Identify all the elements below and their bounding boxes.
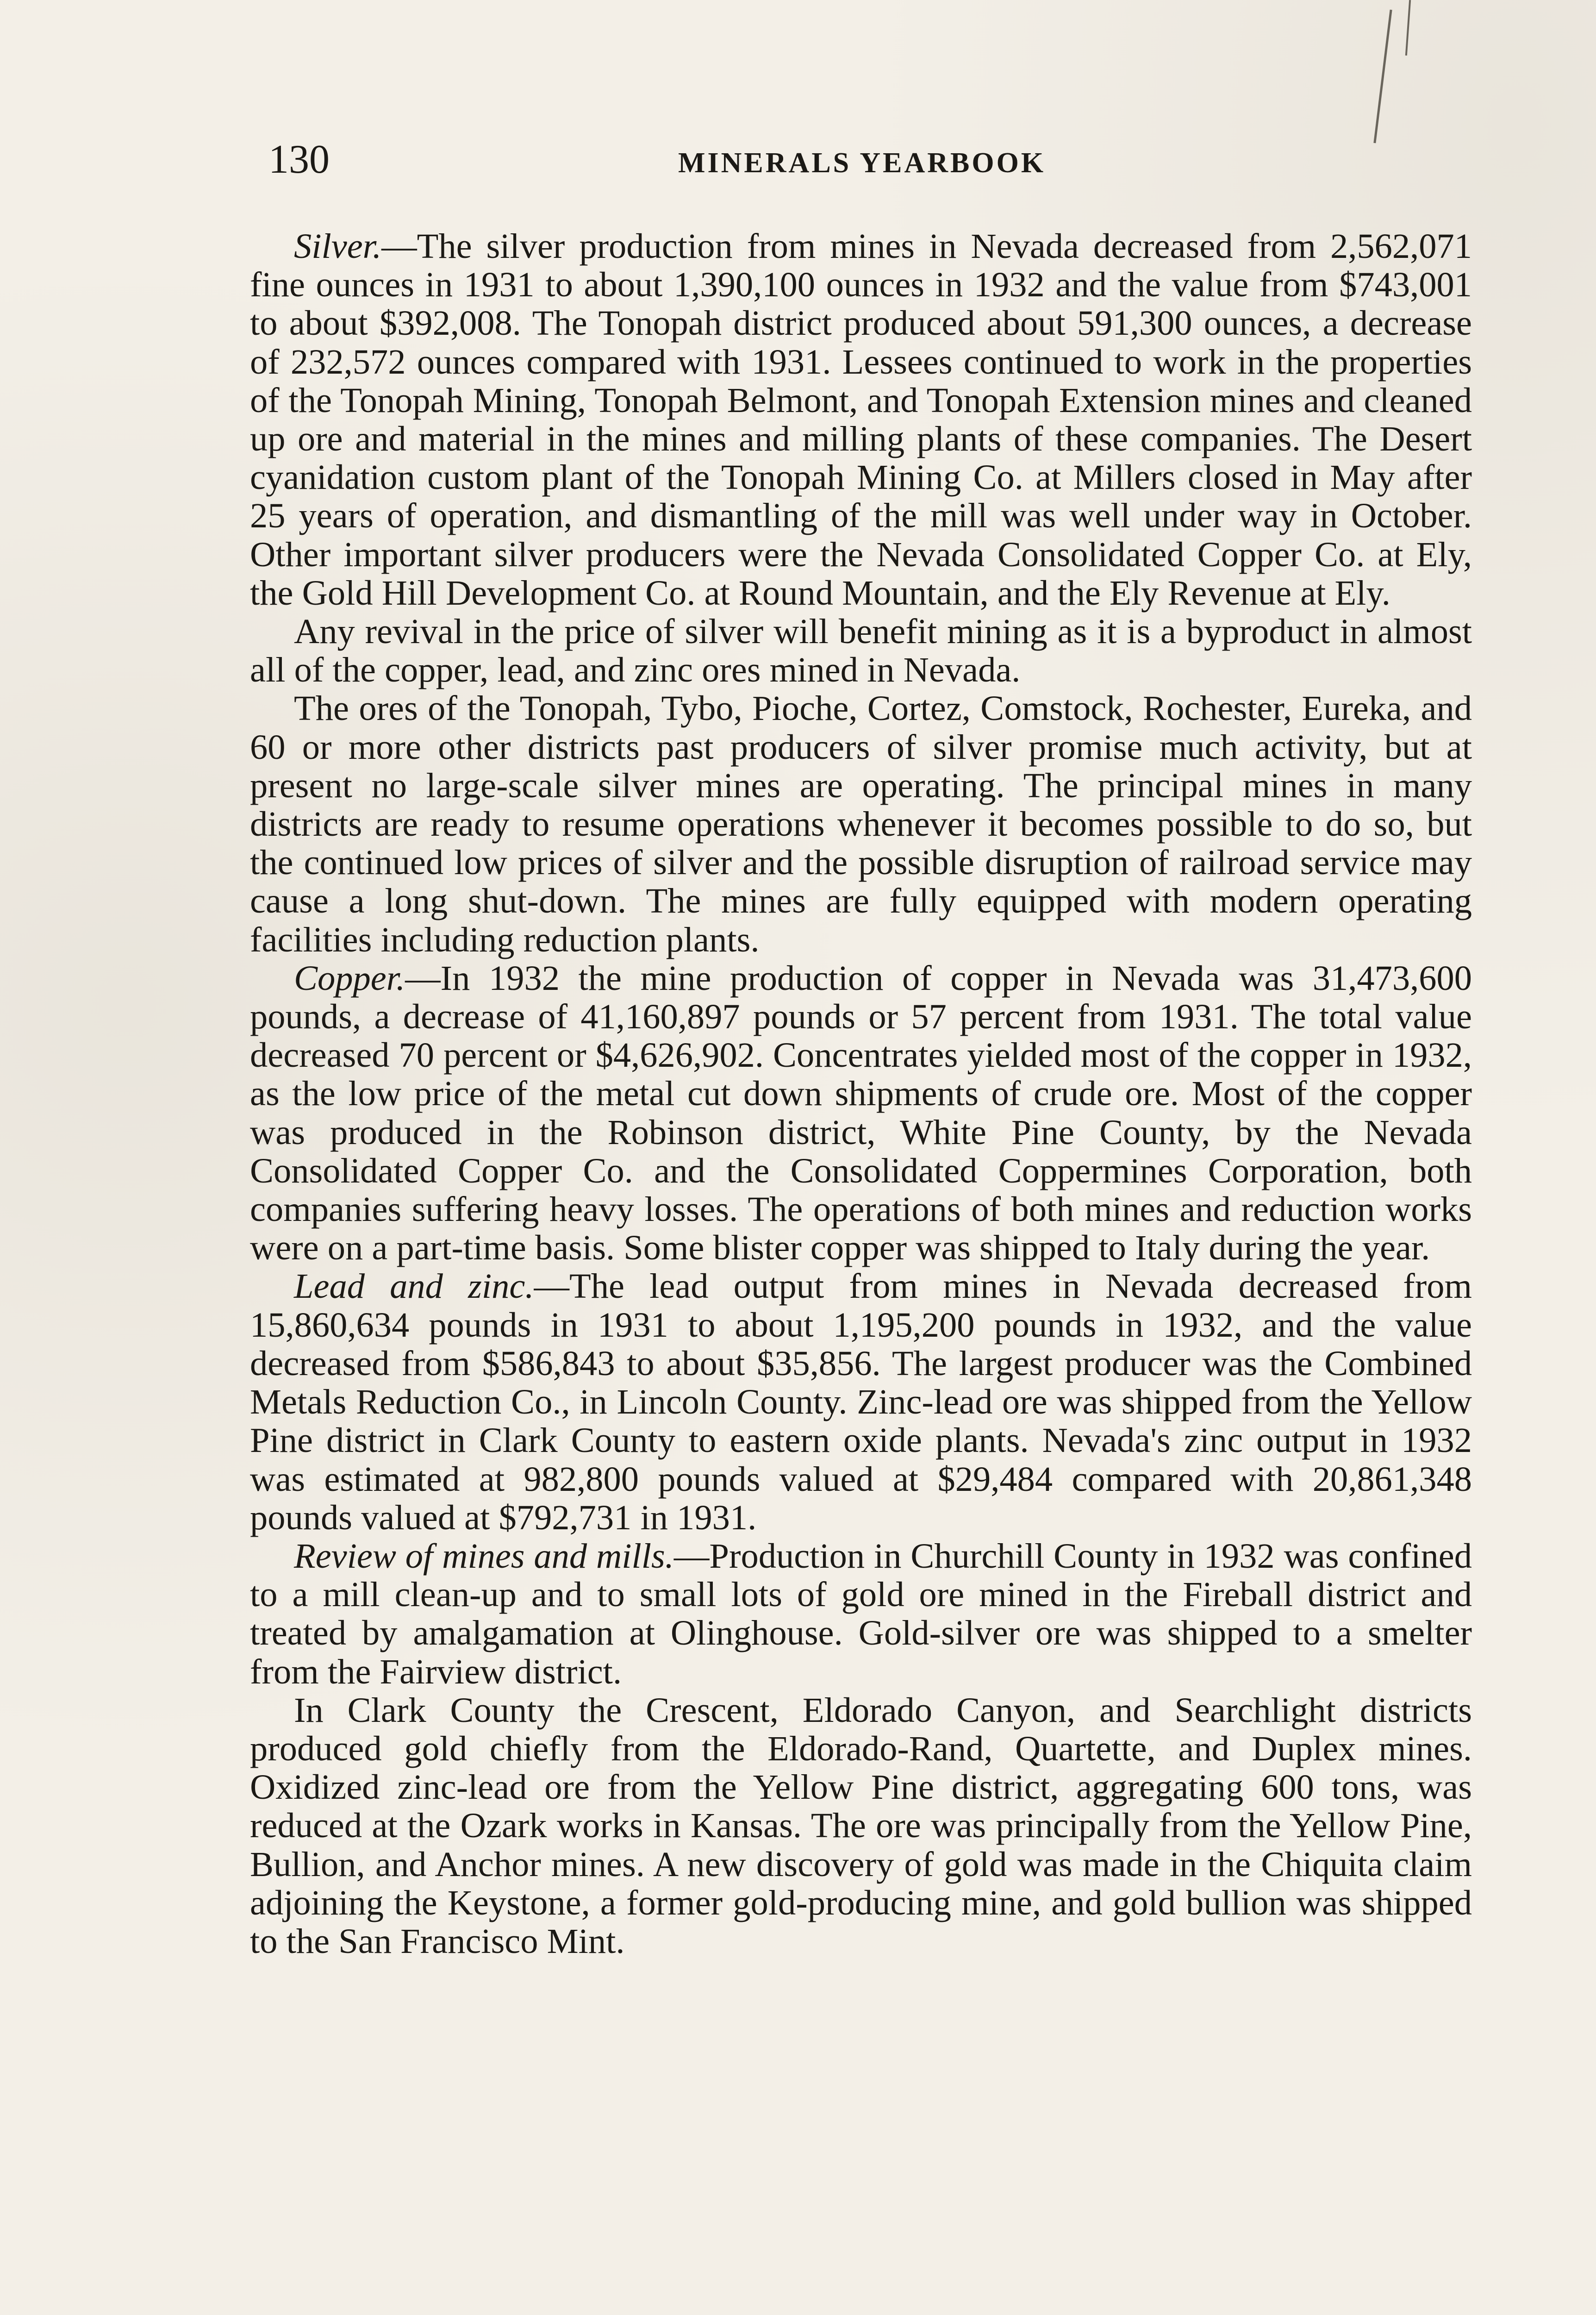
paragraph-text: In Clark County the Crescent, Eldorado Canyon, and Searchlight districts produced gold chiefly from the Eldorado-Rand, Quartette, and Duplex mines. Oxidized zinc-lead ore from the Yellow Pine district, aggregating 600 tons, was reduced at the Ozark works in Kansas. The ore was principally from the Yellow Pine, Bullion, and Anchor mines. A new discovery of gold was made in the Chiquita claim adjoining the Keystone, a former gold-producing mine, and gold bullion was shipped to the San Francisco Mint. [250,1690,1472,1961]
running-title: MINERALS YEARBOOK [678,147,1046,179]
paragraph-copper [250,959,1472,1267]
paragraph-text: The ores of the Tonopah, Tybo, Pioche, Cortez, Comstock, Rochester, Eureka, and 60 or more other districts past producers of silver promise much activity, but at present no large-scale silver mines are operating. The principal mines in many districts are ready to resume operations whenever it becomes possible to do so, but the continued low prices of silver and the possible disruption of railroad service may cause a long shut-down. The mines are fully equipped with modern operating facilities including reduction plants. [250,688,1472,959]
paragraph-silver-revival [250,612,1472,689]
paragraph-heading: Lead and zinc. [294,1266,534,1306]
paragraph-text: —The lead output from mines in Nevada decreased from 15,860,634 pounds in 1931 to about 1,195,200 pounds in 1932, and the value decreased from $586,843 to about $35,856. The largest producer was the Combined Metals Reduction Co., in Lincoln County. Zinc-lead ore was shipped from the Yellow Pine district in Clark County to eastern oxide plants. Nevada's zinc output in 1932 was estimated at 982,800 pounds valued at $29,484 compared with 20,861,348 pounds valued at $792,731 in 1931. [250,1266,1472,1537]
paragraph-text: Any revival in the price of silver will benefit mining as it is a byproduct in almost all of the copper, lead, and zinc ores mined in Nevada. [250,612,1472,690]
paragraph-text: —In 1932 the mine production of copper in Nevada was 31,473,600 pounds, a decrease of 41,160,897 pounds or 57 percent from 1931. The total value decreased 70 percent or $4,626,902. Concentrates yielded most of the copper in 1932, as the low price of the metal cut down shipments of crude ore. Most of the copper was produced in the Robinson district, White Pine County, by the Nevada Consolidated Copper Co. and the Consolidated Coppermines Corporation, both companies suffering heavy losses. The operations of both mines and reduction works were on a part-time basis. Some blister copper was shipped to Italy during the year. [250,958,1472,1268]
paragraph-text: —Production in Churchill County in 1932 was confined to a mill clean-up and to small lots of gold ore mined in the Fireball district and treated by amalgamation at Olinghouse. Gold-silver ore was shipped to a smelter from the Fairview district. [250,1536,1472,1691]
page-number: 130 [268,137,330,182]
paragraph-silver-districts [250,689,1472,958]
paragraph-heading: Copper. [294,958,405,998]
paragraph-lead-zinc [250,1267,1472,1536]
paragraph-clark-county [250,1691,1472,1960]
scan-edge-mark [1373,10,1392,143]
paragraph-silver [250,227,1472,612]
paragraph-review-mines-mills [250,1537,1472,1691]
page-header [268,134,1472,185]
paragraph-heading: Silver. [294,226,382,266]
body-text [250,227,1472,1960]
paragraph-heading: Review of mines and mills. [294,1536,674,1576]
paragraph-text: —The silver production from mines in Nevada decreased from 2,562,071 fine ounces in 1931 to about 1,390,100 ounces in 1932 and the value from $743,001 to about $392,008. The Tonopah district produced about 591,300 ounces, a decrease of 232,572 ounces compared with 1931. Lessees continued to work in the properties of the Tonopah Mining, Tonopah Belmont, and Tonopah Extension mines and cleaned up ore and material in the mines and milling plants of these companies. The Desert cyanidation custom plant of the Tonopah Mining Co. at Millers closed in May after 25 years of operation, and dismantling of the mill was well under way in October. Other important silver producers were the Nevada Consolidated Copper Co. at Ely, the Gold Hill Development Co. at Round Mountain, and the Ely Revenue at Ely. [250,226,1472,613]
scan-edge-mark [1405,0,1411,56]
